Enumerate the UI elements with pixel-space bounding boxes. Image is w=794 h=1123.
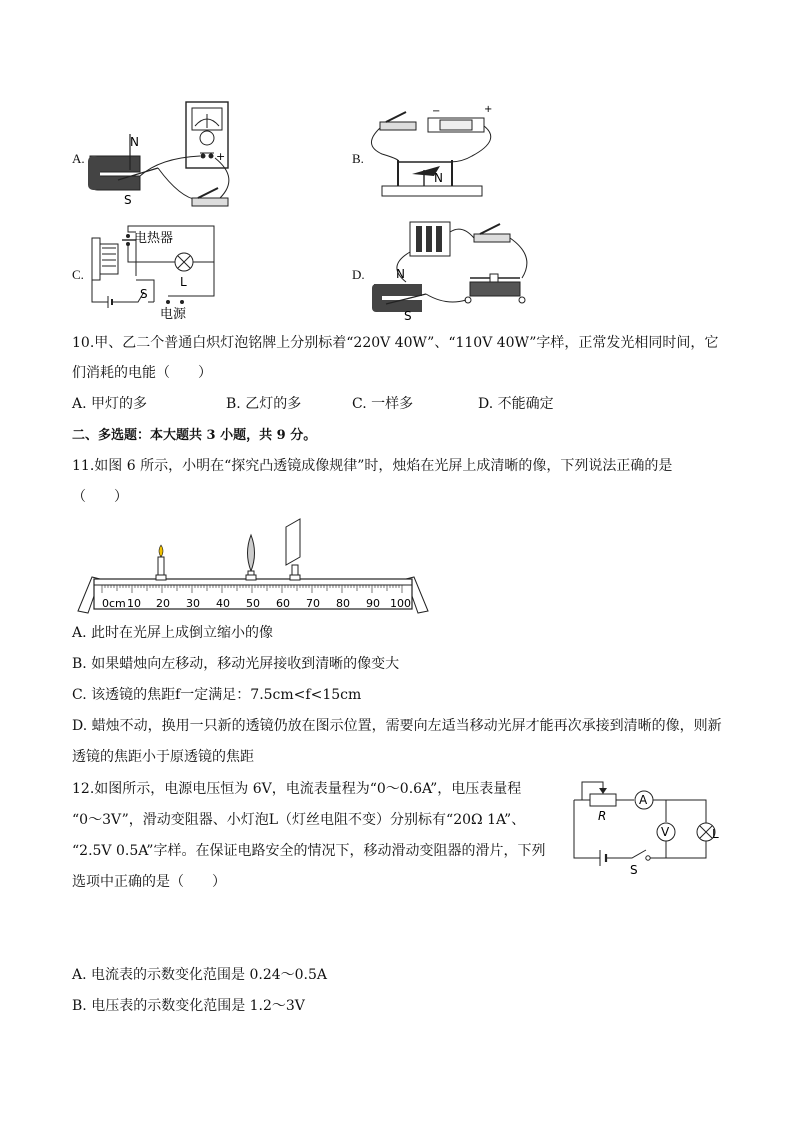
q11-stem-line1: 11.如图 6 所示，小明在“探究凸透镜成像规律”时，烛焰在光屏上成清晰的像，下列说法正确的是 bbox=[72, 458, 673, 474]
q10-stem-line2: 们消耗的电能（ ） bbox=[72, 365, 212, 381]
ruler-label-100: 100 bbox=[390, 597, 411, 610]
ruler-label-80: 80 bbox=[336, 597, 350, 610]
q9-option-d-figure bbox=[366, 216, 536, 320]
q9-a-n-label: N bbox=[130, 135, 139, 149]
q11-option-c: C. 该透镜的焦距f一定满足：7.5cm<f<15cm bbox=[72, 687, 362, 703]
q12-voltmeter-label: V bbox=[661, 825, 670, 839]
q9-c-s-label: S bbox=[140, 287, 148, 301]
ruler-label-0: 0cm bbox=[102, 597, 126, 610]
q9-option-d-label: D. bbox=[352, 267, 365, 282]
q12-switch-label: S bbox=[630, 863, 638, 877]
q11-option-b: B. 如果蜡烛向左移动，移动光屏接收到清晰的像变大 bbox=[72, 656, 400, 672]
q9-c-heater-label: 电热器 bbox=[134, 231, 174, 246]
q10-option-c: C. 一样多 bbox=[352, 396, 414, 412]
q12-stem-line1: 12.如图所示，电源电压恒为 6V，电流表量程为“0～0.6A”，电压表量程 bbox=[72, 781, 522, 797]
ruler-label-50: 50 bbox=[246, 597, 260, 610]
ruler-label-70: 70 bbox=[306, 597, 320, 610]
q12-circuit-figure bbox=[566, 776, 722, 880]
q11-option-d-line2: 透镜的焦距小于原透镜的焦距 bbox=[72, 749, 254, 765]
q9-c-l-label: L bbox=[180, 275, 187, 289]
q12-ammeter-label: A bbox=[639, 793, 648, 807]
q9-option-b-figure bbox=[362, 100, 502, 208]
q9-c-power-label: 电源 bbox=[160, 307, 187, 322]
q10-option-b: B. 乙灯的多 bbox=[226, 396, 302, 412]
q12-option-b: B. 电压表的示数变化范围是 1.2～3V bbox=[72, 998, 305, 1014]
q9-option-c-label: C. bbox=[72, 267, 84, 282]
svg-text:+: + bbox=[216, 150, 226, 163]
ruler-label-40: 40 bbox=[216, 597, 230, 610]
q12-stem-line2: “0～3V”，滑动变阻器、小灯泡L（灯丝电阻不变）分别标有“20Ω 1A”、 bbox=[72, 812, 526, 828]
q9-option-c-figure bbox=[82, 222, 232, 322]
q11-optical-bench-figure bbox=[72, 515, 434, 617]
candle-icon bbox=[156, 545, 166, 580]
q10-option-d: D. 不能确定 bbox=[478, 396, 554, 412]
q11-stem-line2: （ ） bbox=[72, 489, 128, 505]
q11-option-a: A. 此时在光屏上成倒立缩小的像 bbox=[72, 625, 274, 641]
q10-stem-line1: 10.甲、乙二个普通白炽灯泡铭牌上分别标着“220V 40W”、“110V 40W”字样，正常发光相同时间，它 bbox=[72, 335, 719, 351]
ruler-label-10: 10 bbox=[127, 597, 141, 610]
q12-lamp-label: L bbox=[712, 827, 719, 841]
svg-text:+: + bbox=[484, 104, 493, 115]
q12-stem-line3: “2.5V 0.5A”字样。在保证电路安全的情况下，移动滑动变阻器的滑片，下列 bbox=[72, 843, 546, 859]
q9-a-s-label: S bbox=[124, 193, 132, 207]
svg-text:−: − bbox=[432, 106, 441, 117]
q9-option-a-figure bbox=[80, 98, 250, 213]
q10-option-a: A. 甲灯的多 bbox=[72, 396, 148, 412]
q9-option-a-label: A. bbox=[72, 151, 85, 166]
ruler-label-30: 30 bbox=[186, 597, 200, 610]
q12-rheostat-label: R bbox=[598, 809, 607, 823]
ruler-label-60: 60 bbox=[276, 597, 290, 610]
section-multiple-choice-heading: 二、多选题：本大题共 3 小题，共 9 分。 bbox=[72, 428, 317, 443]
q12-stem-line4: 选项中正确的是（ ） bbox=[72, 874, 226, 890]
q9-d-s-label: S bbox=[404, 309, 412, 320]
q12-option-a: A. 电流表的示数变化范围是 0.24～0.5A bbox=[72, 967, 328, 983]
q9-b-n-label: N bbox=[434, 171, 443, 185]
ruler-label-90: 90 bbox=[366, 597, 380, 610]
q11-option-d-line1: D. 蜡烛不动，换用一只新的透镜仍放在图示位置，需要向左适当移动光屏才能再次承接到清晰的像，则新 bbox=[72, 718, 722, 734]
q9-d-n-label: N bbox=[396, 267, 405, 281]
convex-lens-icon bbox=[246, 535, 256, 580]
q9-option-b-label: B. bbox=[352, 151, 364, 166]
light-screen-icon bbox=[286, 519, 300, 580]
ruler-label-20: 20 bbox=[156, 597, 170, 610]
